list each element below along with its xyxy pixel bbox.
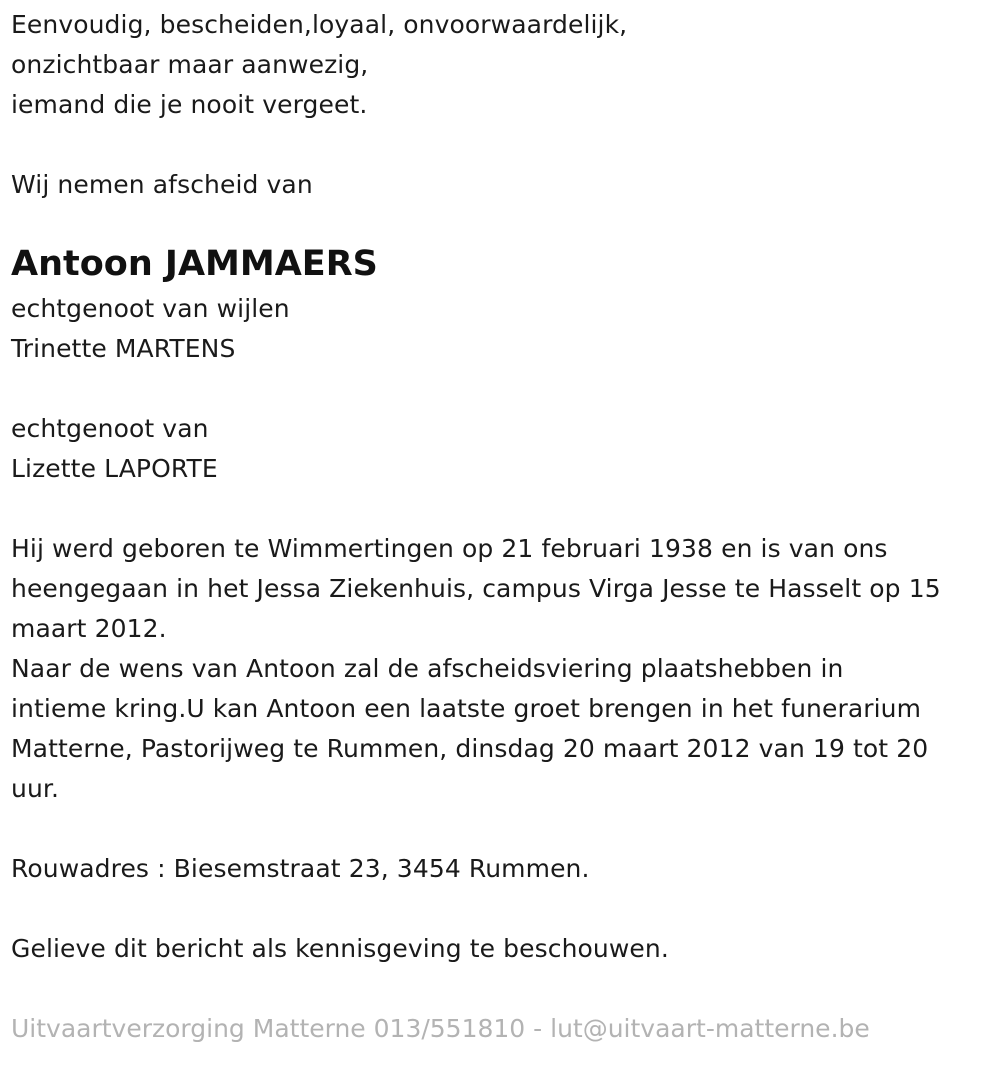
spacer bbox=[11, 809, 991, 849]
death-notice bbox=[11, 5, 991, 1049]
mourning-address: Rouwadres : Biesemstraat 23, 3454 Rummen. bbox=[11, 854, 590, 883]
ceremony-line-4: uur. bbox=[11, 774, 60, 803]
spacer bbox=[11, 889, 991, 929]
ceremony-line-3: Matterne, Pastorijweg te Rummen, dinsdag 20 maart 2012 van 19 tot 20 bbox=[11, 734, 929, 763]
poem-line-3: iemand die je nooit vergeet. bbox=[11, 90, 368, 119]
ceremony-line-2: intieme kring.U kan Antoon een laatste groet brengen in het funerarium bbox=[11, 694, 922, 723]
poem-line-1: Eenvoudig, bescheiden,loyaal, onvoorwaardelijk, bbox=[11, 10, 628, 39]
spouse2-relation: echtgenoot van bbox=[11, 414, 209, 443]
ceremony-line-1: Naar de wens van Antoon zal de afscheidsviering plaatshebben in bbox=[11, 654, 844, 683]
spacer bbox=[11, 125, 991, 165]
spouse2-name: Lizette LAPORTE bbox=[11, 454, 218, 483]
birth-death-line-1: Hij werd geboren te Wimmertingen op 21 februari 1938 en is van ons bbox=[11, 534, 888, 563]
poem-line-2: onzichtbaar maar aanwezig, bbox=[11, 50, 369, 79]
spacer bbox=[11, 489, 991, 529]
deceased-name: Antoon JAMMAERS bbox=[11, 244, 378, 284]
intro-text: Wij nemen afscheid van bbox=[11, 170, 313, 199]
birth-death-line-2: heengegaan in het Jessa Ziekenhuis, campus Virga Jesse te Hasselt op 15 bbox=[11, 574, 941, 603]
spacer bbox=[11, 969, 991, 1009]
birth-death-line-3: maart 2012. bbox=[11, 614, 167, 643]
spouse1-name: Trinette MARTENS bbox=[11, 334, 236, 363]
spouse1-relation: echtgenoot van wijlen bbox=[11, 294, 290, 323]
spacer bbox=[11, 369, 991, 409]
funeral-home-contact: Uitvaartverzorging Matterne 013/551810 - lut@uitvaart-matterne.be bbox=[11, 1014, 870, 1043]
notice-text: Gelieve dit bericht als kennisgeving te beschouwen. bbox=[11, 934, 669, 963]
